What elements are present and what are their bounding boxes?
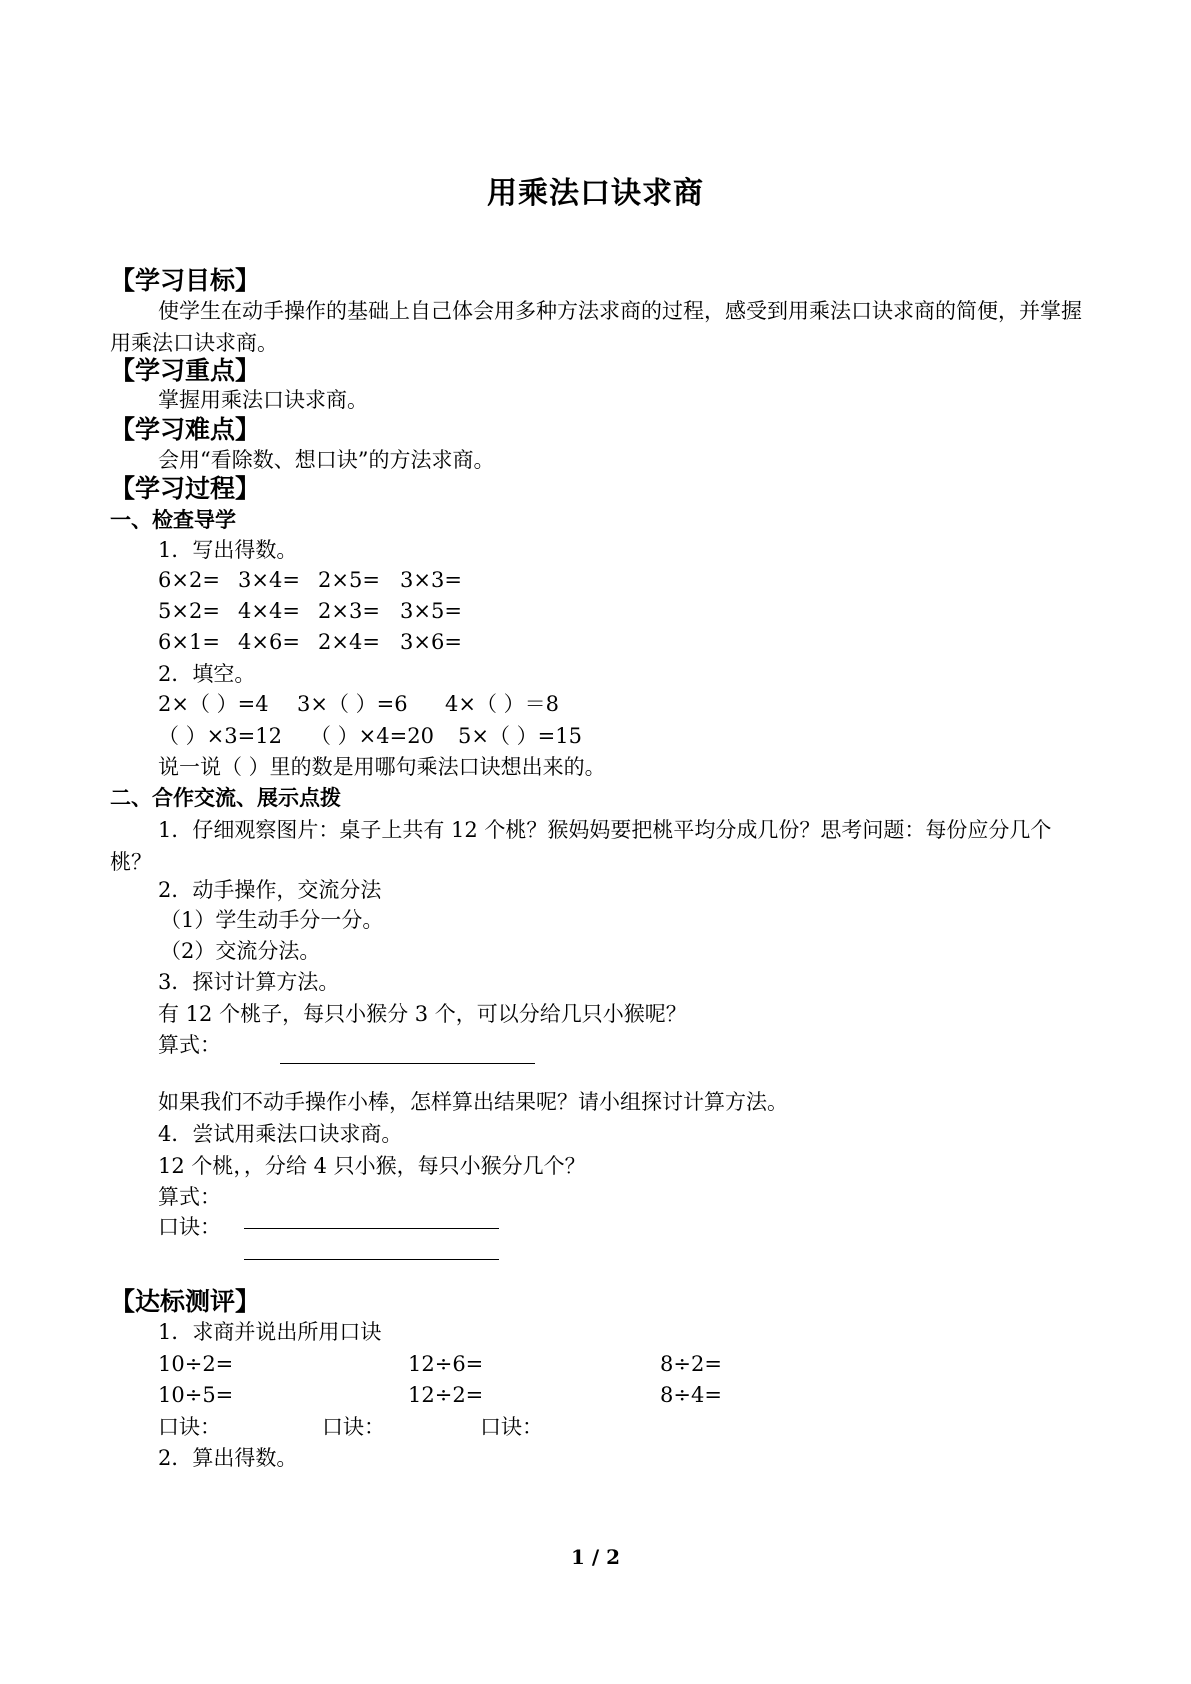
answer-line [244, 1228, 499, 1229]
eval-heading: 【达标测评】 [110, 1287, 261, 1316]
calc-item: 10÷2= [158, 1352, 234, 1376]
calc-item: 8÷2= [660, 1352, 722, 1376]
difficulty-heading: 【学习难点】 [110, 415, 261, 444]
part1-q1: 1．写出得数。 [158, 538, 298, 562]
calc-item: 3×3= [400, 568, 462, 592]
part2-s3: 3．探讨计算方法。 [158, 970, 340, 994]
calc-item: 12÷2= [408, 1383, 484, 1407]
difficulty-text: 会用“看除数、想口诀”的方法求商。 [158, 448, 495, 472]
calc-item: 12÷6= [408, 1352, 484, 1376]
part2-s2b: （2）交流分法。 [160, 939, 321, 963]
part2-s2a: （1）学生动手分一分。 [160, 908, 384, 932]
eval-q2: 2．算出得数。 [158, 1446, 298, 1470]
part1-q2: 2．填空。 [158, 662, 256, 686]
fill-blank-item: （ ）×3=12 [158, 724, 282, 748]
part1-heading: 一、检查导学 [110, 508, 236, 532]
fill-blank-item: 2×（ ）=4 [158, 692, 269, 716]
part2-heading: 二、合作交流、展示点拨 [110, 786, 341, 810]
page-number: 1 / 2 [570, 1545, 621, 1569]
calc-item: 2×5= [318, 568, 380, 592]
calc-item: 3×5= [400, 599, 462, 623]
part2-s4-problem: 12 个桃，，分给 4 只小猴，每只小猴分几个？ [158, 1154, 586, 1178]
answer-line [280, 1063, 535, 1064]
rhyme-label: 口诀： [322, 1415, 385, 1439]
answer-line [244, 1259, 499, 1260]
calc-item: 2×4= [318, 630, 380, 654]
fill-blank-item: 5×（ ）=15 [458, 724, 582, 748]
goal-text: 使学生在动手操作的基础上自己体会用多种方法求商的过程，感受到用乘法口诀求商的简便，并掌握用乘法口诀求商。 [110, 299, 1082, 355]
calc-item: 3×4= [238, 568, 300, 592]
rhyme-label: 口诀： [480, 1415, 543, 1439]
fill-blank-item: （ ）×4=20 [310, 724, 434, 748]
part2-s3-problem: 有 12 个桃子，每只小猴分 3 个，可以分给几只小猴呢？ [158, 1002, 687, 1026]
fill-blank-item: 3×（ ）=6 [297, 692, 408, 716]
part2-s3-question: 如果我们不动手操作小棒，怎样算出结果呢？请小组探讨计算方法。 [158, 1090, 788, 1114]
part1-q2-note: 说一说（ ）里的数是用哪句乘法口诀想出来的。 [158, 755, 606, 779]
calc-item: 5×2= [158, 599, 220, 623]
calc-item: 2×3= [318, 599, 380, 623]
key-text: 掌握用乘法口诀求商。 [158, 388, 368, 412]
calc-item: 6×2= [158, 568, 220, 592]
fill-blank-item: 4×（ ）＝8 [445, 692, 559, 716]
formula-label: 算式： [158, 1185, 221, 1209]
calc-item: 6×1= [158, 630, 220, 654]
part2-s2: 2．动手操作，交流分法 [158, 878, 382, 902]
calc-item: 4×6= [238, 630, 300, 654]
goal-heading: 【学习目标】 [110, 266, 261, 295]
rhyme-label: 口诀： [158, 1415, 221, 1439]
calc-item: 4×4= [238, 599, 300, 623]
rhyme-label: 口诀： [158, 1215, 221, 1239]
eval-q1: 1．求商并说出所用口诀 [158, 1320, 382, 1344]
process-heading: 【学习过程】 [110, 474, 261, 503]
part2-s1: 1．仔细观察图片：桌子上共有 12 个桃？猴妈妈要把桃平均分成几份？思考问题：每份应分几个桃？ [110, 818, 1052, 874]
key-heading: 【学习重点】 [110, 356, 261, 385]
calc-item: 10÷5= [158, 1383, 234, 1407]
calc-item: 3×6= [400, 630, 462, 654]
formula-label: 算式： [158, 1033, 221, 1057]
page-title: 用乘法口诀求商 [487, 176, 704, 211]
part2-s4: 4．尝试用乘法口诀求商。 [158, 1122, 403, 1146]
calc-item: 8÷4= [660, 1383, 722, 1407]
